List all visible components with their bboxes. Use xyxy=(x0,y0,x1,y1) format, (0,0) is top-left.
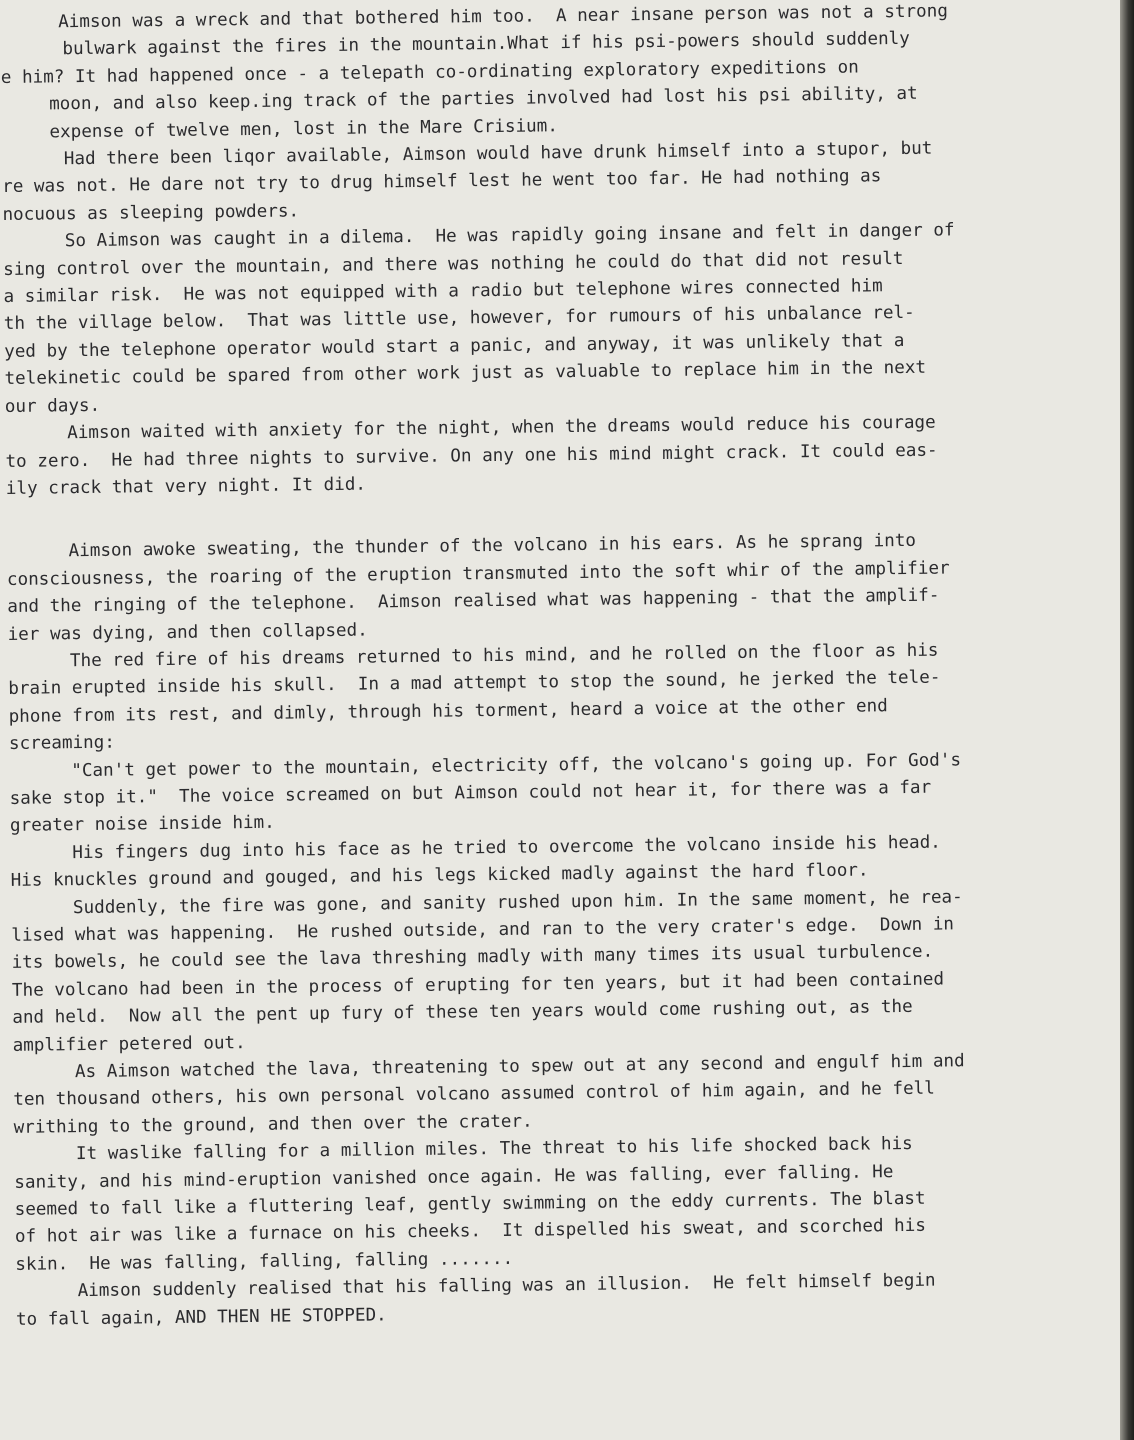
text-line: seemed to fall like a fluttering leaf, gently swimming on the eddy currents. The blast xyxy=(14,1188,926,1220)
text-line: and the ringing of the telephone. Aimson realised what was happening - that the amplif- xyxy=(7,585,940,618)
text-line: yed by the telephone operator would start a panic, and anyway, it was unlikely that a xyxy=(4,330,905,362)
text-line: sing control over the mountain, and there was nothing he could do that did not result xyxy=(3,248,904,280)
text-line: moon, and also keep.ing track of the parties involved had lost his psi ability, at xyxy=(49,84,918,115)
page-binding-edge xyxy=(1120,0,1134,1440)
text-line: His knuckles ground and gouged, and his legs kicked madly against the hard floor. xyxy=(10,860,869,892)
text-line: our days. xyxy=(4,395,101,417)
text-line: expense of twelve men, lost in the Mare Crisium. xyxy=(49,115,559,143)
paragraph xyxy=(0,0,1112,147)
text-line: Had there been liqor available, Aimson would have drunk himself into a stupor, but xyxy=(63,138,933,170)
text-line: writhing to the ground, and then over the crater. xyxy=(13,1111,533,1138)
paragraph xyxy=(8,635,1119,758)
text-line: The volcano had been in the process of erupting for ten years, but it had been contained xyxy=(11,969,945,1001)
text-line: Suddenly, the fire was gone, and sanity rushed upon him. In the same moment, he rea- xyxy=(72,886,963,918)
text-line: greater noise inside him. xyxy=(9,813,275,837)
text-line: It waslike falling for a million miles. The threat to his life shocked back his xyxy=(75,1134,913,1165)
text-line: Aimson waited with anxiety for the night, when the dreams would reduce his courage xyxy=(67,412,936,444)
text-line: His fingers dug into his face as he tried to overcome the volcano inside his head. xyxy=(72,832,941,863)
text-line: its bowels, he could see the lava threshing madly with many times its usual turbulence. xyxy=(11,942,934,974)
text-line: re was not. He dare not try to drug himself lest he went too far. He had nothing as xyxy=(2,166,882,198)
paragraph xyxy=(14,1129,1120,1280)
paragraph xyxy=(11,882,1120,1060)
text-line: telekinetic could be spared from other work just as valuable to replace him in the next xyxy=(4,357,927,390)
paragraph xyxy=(2,133,1113,229)
paragraph xyxy=(13,1046,1120,1142)
text-line: consciousness, the roaring of the eruption transmuted into the soft whir of the amplifier xyxy=(6,558,950,590)
text-line: skin. He was falling, falling, falling ....... xyxy=(15,1248,514,1275)
text-line: So Aimson was caught in a dilema. He was rapidly going insane and felt in danger of xyxy=(64,220,955,252)
text-line: and held. Now all the pent up fury of these ten years would come rushing out, as the xyxy=(12,997,913,1029)
text-line: Aimson was a wreck and that bothered him too. A near insane person was not a strong xyxy=(58,1,948,33)
text-line: of hot air was like a furnace on his cheeks. It dispelled his sweat, and scorched his xyxy=(14,1216,927,1248)
text-line: amplifier petered out. xyxy=(12,1032,246,1056)
text-line: sake stop it." The voice screamed on but Aimson could not hear it, for there was a far xyxy=(9,777,932,809)
text-line: "Can't get power to the mountain, electricity off, the volcano's going up. For God's xyxy=(71,749,962,781)
text-line: screaming: xyxy=(8,732,116,755)
text-line: nocuous as sleeping powders. xyxy=(2,201,300,225)
text-line: sanity, and his mind-eruption vanished once again. He was falling, ever falling. He xyxy=(14,1161,894,1193)
text-line: As Aimson watched the lava, threatening to spew out at any second and engulf him and xyxy=(74,1051,965,1083)
text-line: The red fire of his dreams returned to his mind, and he rolled on the floor as his xyxy=(69,640,939,672)
text-line: bulwark against the fires in the mountain.What if his psi-powers should suddenly xyxy=(62,29,910,60)
text-line: Aimson awoke sweating, the thunder of the volcano in his ears. As he sprang into xyxy=(68,531,917,562)
paragraph xyxy=(5,408,1116,504)
text-line: ier was dying, and then collapsed. xyxy=(7,620,368,645)
text-line: phone from its rest, and dimly, through his torment, heard a voice at the other end xyxy=(8,695,888,727)
text-line: brain erupted inside his skull. In a mad attempt to stop the sound, he jerked the tele- xyxy=(8,667,941,700)
text-line: lised what was happening. He rushed outside, and ran to the very crater's edge. Down in xyxy=(11,914,955,946)
paragraph xyxy=(9,745,1120,841)
text-line: e him? It had happened once - a telepath co-ordinating exploratory expeditions on xyxy=(0,57,859,88)
text-line: ten thousand others, his own personal volcano assumed control of him again, and he fell xyxy=(13,1079,935,1111)
paragraph xyxy=(6,526,1117,649)
paragraph xyxy=(3,216,1115,421)
text-line: a similar risk. He was not equipped with a radio but telephone wires connected him xyxy=(3,276,883,308)
text-line: ily crack that very night. It did. xyxy=(5,474,367,499)
text-line: th the village below. That was little use, however, for rumours of his unbalance rel- xyxy=(3,303,915,335)
text-line: to fall again, AND THEN HE STOPPED. xyxy=(15,1305,387,1330)
text-line: Aimson suddenly realised that his falling was an illusion. He felt himself begin xyxy=(77,1270,936,1302)
text-line: to zero. He had three nights to survive. On any one his mind might crack. It could eas- xyxy=(5,440,938,472)
